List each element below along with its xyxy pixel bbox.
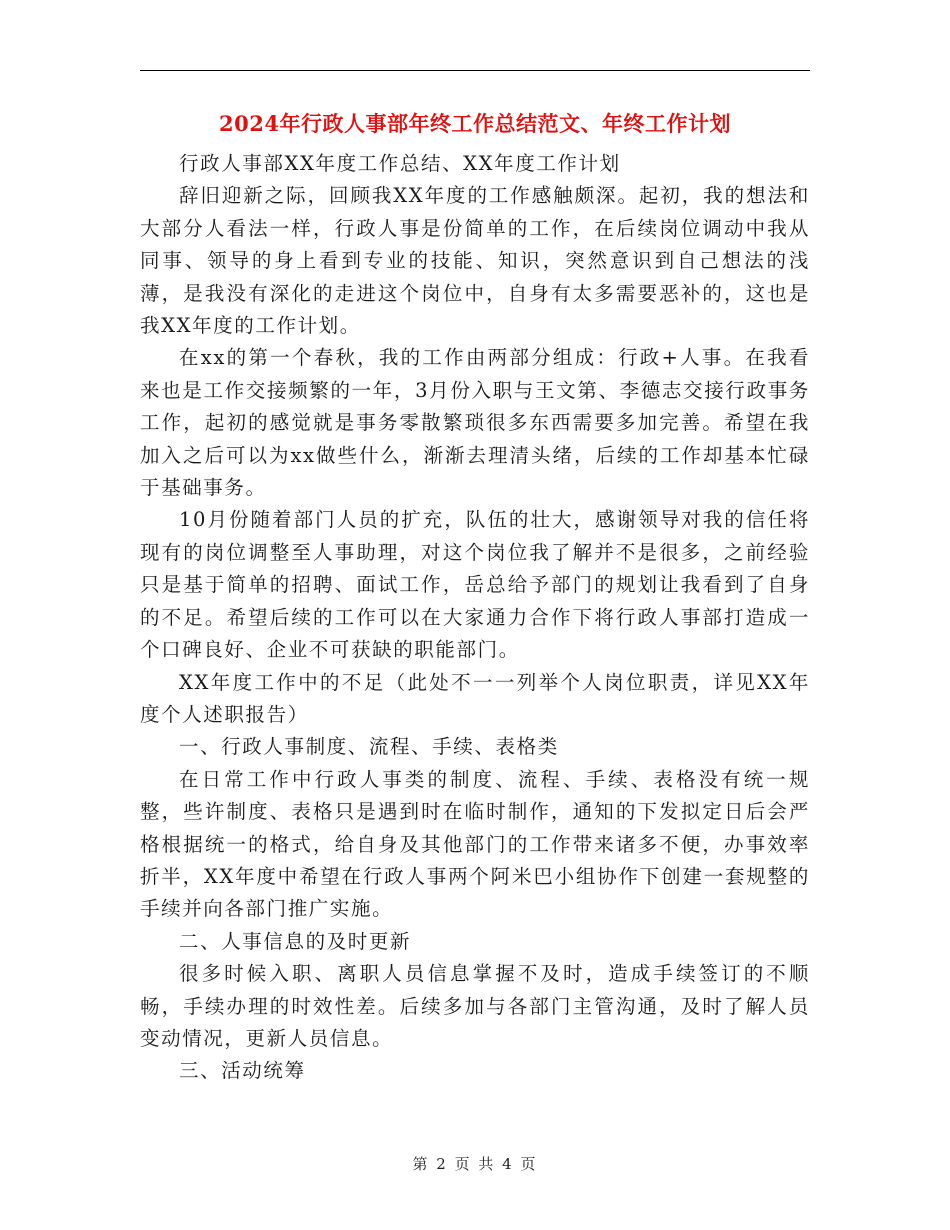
section-heading-3: 三、活动统筹	[179, 1059, 306, 1083]
header-rule	[140, 70, 810, 71]
document-title: 2024年行政人事部年终工作总结范文、年终工作计划	[219, 111, 731, 136]
paragraph-subtitle: 行政人事部XX年度工作总结、XX年度工作计划	[179, 152, 621, 175]
paragraph-section-1: 在日常工作中行政人事类的制度、流程、手续、表格没有统一规整，些许制度、表格只是遇到时在临时制作，通知的下发拟定日后会严格根据统一的格式，给自身及其他部门的工作带来诸多不便，办事效率折半，XX年度中希望在行政人事两个阿米巴小组协作下创建一套规整的手续并向各部门推广实施。	[140, 767, 810, 921]
paragraph-shortcomings: XX年度工作中的不足（此处不一一列举个人岗位职责，详见XX年度个人述职报告）	[140, 670, 810, 726]
paragraph-intro: 辞旧迎新之际，回顾我XX年度的工作感触颇深。起初，我的想法和大部分人看法一样，行政人事是份简单的工作，在后续岗位调动中我从同事、领导的身上看到专业的技能、知识，突然意识到自己想法的浅薄，是我没有深化的走进这个岗位中，自身有太多需要恶补的，这也是我XX年度的工作计划。	[140, 184, 810, 338]
paragraph-first-year: 在xx的第一个春秋，我的工作由两部分组成：行政+人事。在我看来也是工作交接频繁的一年，3月份入职与王文第、李德志交接行政事务工作，起初的感觉就是事务零散繁琐很多东西需要多加完善。希望在我加入之后可以为xx做些什么，渐渐去理清头绪，后续的工作却基本忙碌于基础事务。	[140, 346, 810, 500]
paragraph-october: 10月份随着部门人员的扩充，队伍的壮大，感谢领导对我的信任将现有的岗位调整至人事助理，对这个岗位我了解并不是很多，之前经验只是基于简单的招聘、面试工作，岳总给予部门的规划让我看到了自身的不足。希望后续的工作可以在大家通力合作下将行政人事部打造成一个口碑良好、企业不可获缺的职能部门。	[140, 508, 810, 662]
document-body	[140, 148, 810, 1088]
section-heading-2: 二、人事信息的及时更新	[179, 929, 412, 953]
page-number: 第 2 页 共 4 页	[412, 1155, 538, 1173]
paragraph-section-2: 很多时候入职、离职人员信息掌握不及时，造成手续签订的不顺畅，手续办理的时效性差。后续多加与各部门主管沟通，及时了解人员变动情况，更新人员信息。	[140, 962, 810, 1050]
section-heading-1: 一、行政人事制度、流程、手续、表格类	[179, 735, 559, 759]
